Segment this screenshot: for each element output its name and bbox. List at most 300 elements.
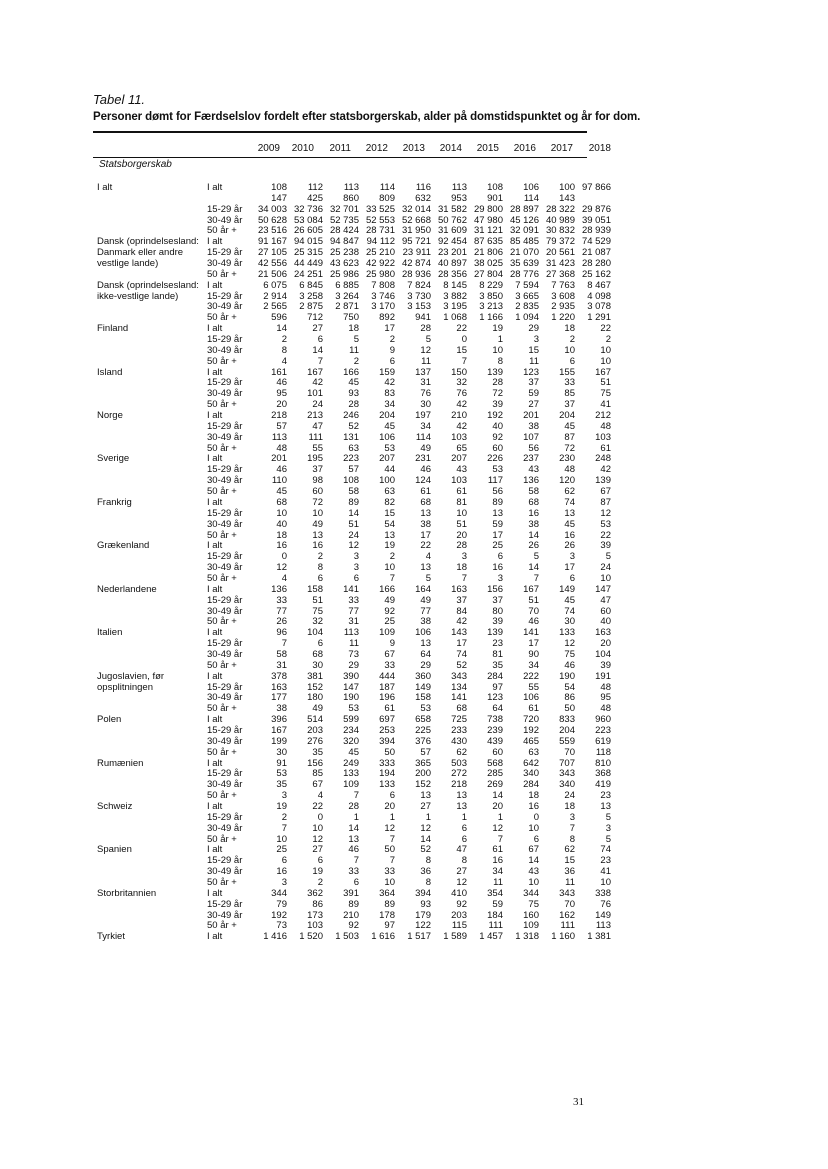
value-cell: 34 003 [257,203,287,215]
value-cell: 62 [456,746,467,758]
value-cell: 6 [461,822,467,834]
value-cell: 24 251 [293,268,323,280]
country-cell [97,422,207,433]
value-cell: 42 [384,377,395,389]
value-cell: 190 [559,670,575,682]
value-cell: 17 [492,529,503,541]
value-cell: 67 [600,486,611,498]
value-cell: 133 [343,768,359,780]
value-cell: 15 [528,344,539,356]
value-cell: 26 [564,540,575,552]
age-group-cell: 30-49 år [207,518,243,530]
value-cell: 77 [276,605,287,617]
value-cell: 47 [600,594,611,606]
value-cell: 114 [379,182,395,193]
value-cell: 394 [379,735,395,747]
value-cell: 37 [528,377,539,389]
value-cell: 13 [420,638,431,650]
value-cell: 106 [523,182,539,193]
value-cell: 86 [312,898,323,910]
value-cell: 725 [451,714,467,726]
value-cell: 45 [564,420,575,432]
value-cell: 74 529 [581,236,611,248]
country-cell: Polen [97,714,122,726]
value-cell: 6 [389,790,395,802]
value-cell: 1 [497,334,503,346]
value-cell: 738 [487,714,503,726]
value-cell: 503 [451,757,467,769]
value-cell: 57 [348,464,359,476]
value-cell: 178 [379,909,395,921]
value-cell: 3 170 [371,301,395,313]
value-cell: 33 [276,594,287,606]
value-cell: 6 [317,855,323,867]
year-header: 2011 [329,143,351,154]
value-cell: 16 [276,540,287,552]
value-cell: 111 [308,431,323,443]
value-cell: 1 [389,811,395,823]
value-cell: 108 [343,475,359,487]
value-cell: 92 454 [437,236,467,248]
value-cell: 234 [343,724,359,736]
value-cell: 111 [488,920,503,932]
age-group-cell: I alt [207,410,223,422]
value-cell: 7 594 [515,279,539,291]
value-cell: 8 [281,344,287,356]
age-group-cell: I alt [207,931,223,943]
value-cell: 120 [559,475,575,487]
value-cell: 61 [600,442,611,454]
value-cell: 133 [379,779,395,791]
year-header: 2018 [588,143,611,154]
value-cell: 212 [595,410,611,422]
value-cell: 104 [595,648,611,660]
value-cell: 3 665 [515,290,539,302]
value-cell: 5 [605,551,611,563]
value-cell: 29 [348,659,359,671]
value-cell: 396 [271,714,287,726]
value-cell: 31 [348,616,359,628]
value-cell: 6 [353,572,359,584]
value-cell: 223 [343,453,359,465]
value-cell: 1 160 [551,931,575,943]
value-cell: 38 [528,420,539,432]
value-cell: 72 [564,442,575,454]
value-cell: 10 [384,877,395,888]
value-cell: 231 [415,453,431,465]
value-cell: 272 [451,768,467,780]
country-cell: vestlige lande) [97,258,159,270]
value-cell: 6 [281,855,287,867]
value-cell: 23 [600,855,611,867]
value-cell: 158 [307,583,323,595]
value-cell: 75 [312,605,323,617]
country-cell: Storbritannien [97,887,157,899]
value-cell: 7 [353,790,359,802]
value-cell: 3 [353,562,359,574]
value-cell: 29 876 [581,203,611,215]
value-cell: 63 [348,442,359,454]
value-cell: 3 153 [407,301,431,313]
value-cell: 13 [456,790,467,802]
value-cell: 109 [523,920,539,932]
value-cell: 10 [312,507,323,519]
value-cell: 94 847 [329,236,359,248]
country-cell: Rumænien [97,757,144,769]
value-cell: 204 [379,410,395,422]
value-cell: 53 [492,464,503,476]
value-cell: 167 [307,366,323,378]
value-cell: 6 [461,833,467,845]
value-cell: 23 201 [437,247,467,259]
value-cell: 1 291 [587,312,611,324]
value-cell: 49 [420,594,431,606]
value-cell: 160 [523,909,539,921]
value-cell: 210 [343,909,359,921]
value-cell: 25 986 [329,268,359,280]
value-cell: 7 [281,638,287,650]
country-cell [97,748,207,759]
value-cell: 6 [569,572,575,584]
value-cell: 222 [523,670,539,682]
value-cell: 25 [492,540,503,552]
value-cell: 61 [456,486,467,498]
value-cell: 53 [384,442,395,454]
age-group-cell: I alt [207,583,223,595]
value-cell: 390 [343,670,359,682]
value-cell: 12 [348,540,359,552]
value-cell: 8 [569,833,575,845]
value-cell: 12 [456,877,467,888]
value-cell: 720 [523,714,539,726]
age-group-cell: 30-49 år [207,692,243,704]
value-cell: 1 520 [299,931,323,943]
value-cell: 419 [595,779,611,791]
value-cell: 67 [312,779,323,791]
age-group-cell: I alt [207,182,223,193]
country-cell [97,216,207,227]
value-cell: 96 [276,627,287,639]
value-cell: 37 [312,464,323,476]
value-cell: 75 [600,388,611,400]
value-cell: 60 [312,486,323,498]
value-cell: 233 [451,724,467,736]
value-cell: 0 [461,334,467,346]
age-group-cell: 30-49 år [207,431,243,443]
value-cell: 46 [348,844,359,856]
value-cell: 2 565 [263,301,287,313]
value-cell: 343 [559,887,575,899]
value-cell: 11 [565,877,575,888]
country-cell: Tyrkiet [97,931,125,943]
value-cell: 22 [420,540,431,552]
value-cell: 13 [456,800,467,812]
value-cell: 28 [348,399,359,411]
value-cell: 23 [492,638,503,650]
value-cell: 12 [276,562,287,574]
value-cell: 54 [564,681,575,693]
value-cell: 207 [379,453,395,465]
value-cell: 48 [564,464,575,476]
value-cell: 95 [276,388,287,400]
age-group-cell: 50 år + [207,920,237,932]
age-group-cell: 15-29 år [207,594,243,606]
value-cell: 55 [528,681,539,693]
year-header: 2009 [257,143,280,154]
value-cell: 79 [276,898,287,910]
value-cell: 28 322 [545,203,575,215]
value-cell: 20 [384,800,395,812]
value-cell: 65 [456,442,467,454]
value-cell: 192 [271,909,287,921]
value-cell: 201 [271,453,287,465]
table-title: Personer dømt for Færdselslov fordelt efter statsborgerskab, alder på domstidspunktet og år for dom. [93,111,641,123]
value-cell: 30 [564,616,575,628]
table-row [97,357,611,368]
country-cell: I alt [97,182,113,193]
value-cell: 439 [487,735,503,747]
value-cell: 237 [523,453,539,465]
value-cell: 50 [384,844,395,856]
value-cell: 7 [569,822,575,834]
value-cell: 340 [559,779,575,791]
year-header: 2010 [291,143,314,154]
value-cell: 3 [605,822,611,834]
value-cell: 7 763 [551,279,575,291]
value-cell: 5 [533,551,539,563]
value-cell: 8 [425,855,431,867]
value-cell: 147 [343,681,359,693]
value-cell: 76 [600,898,611,910]
age-group-cell: 15-29 år [207,768,243,780]
value-cell: 10 [384,562,395,574]
value-cell: 26 [276,616,287,628]
value-cell: 3 608 [551,290,575,302]
value-cell: 15 [456,344,467,356]
value-cell: 28 [492,377,503,389]
value-cell: 123 [523,366,539,378]
value-cell: 196 [379,692,395,704]
value-cell: 68 [456,703,467,715]
country-cell [97,607,207,618]
value-cell: 9 [389,344,395,356]
page-number: 31 [573,1096,584,1108]
value-cell: 81 [492,648,503,660]
value-cell: 111 [560,920,575,932]
value-cell: 7 [281,822,287,834]
age-group-cell: 50 år + [207,877,237,888]
value-cell: 13 [384,529,395,541]
year-header: 2014 [439,143,462,154]
value-cell: 73 [348,648,359,660]
value-cell: 31 950 [401,225,431,237]
value-cell: 109 [343,779,359,791]
value-cell: 3 [461,551,467,563]
value-cell: 38 [420,616,431,628]
age-group-cell: 30-49 år [207,214,243,226]
value-cell: 100 [379,475,395,487]
value-cell: 103 [595,431,611,443]
value-cell: 2 [317,551,323,563]
value-cell: 192 [523,724,539,736]
value-cell: 18 [564,800,575,812]
value-cell: 16 [492,855,503,867]
value-cell: 68 [276,496,287,508]
value-cell: 62 [564,486,575,498]
value-cell: 17 [528,638,539,650]
value-cell: 158 [415,692,431,704]
value-cell: 1 589 [443,931,467,943]
value-cell: 40 989 [545,214,575,226]
country-cell: Nederlandene [97,583,157,595]
value-cell: 6 [317,572,323,584]
value-cell: 43 623 [329,258,359,270]
value-cell: 632 [415,192,431,204]
value-cell: 17 [456,638,467,650]
value-cell: 6 885 [335,279,359,291]
country-cell [97,867,207,878]
value-cell: 80 [492,605,503,617]
value-cell: 32 701 [329,203,359,215]
value-cell: 72 [492,388,503,400]
value-cell: 1 381 [587,931,611,943]
value-cell: 218 [271,410,287,422]
value-cell: 29 [420,659,431,671]
value-cell: 24 [348,529,359,541]
value-cell: 52 735 [329,214,359,226]
value-cell: 2 [353,355,359,367]
value-cell: 16 [528,800,539,812]
value-cell: 31 [420,377,431,389]
value-cell: 39 [492,399,503,411]
value-cell: 12 [492,822,503,834]
value-cell: 84 [456,605,467,617]
value-cell: 59 [492,518,503,530]
value-cell: 3 195 [443,301,467,313]
header-bottom-rule [93,157,587,158]
value-cell: 12 [564,638,575,650]
age-group-cell: I alt [207,800,223,812]
value-cell: 112 [307,182,323,193]
value-cell: 52 668 [401,214,431,226]
value-cell: 21 506 [257,268,287,280]
value-cell: 64 [420,648,431,660]
value-cell: 4 [317,790,323,802]
value-cell: 27 [312,323,323,335]
value-cell: 31 121 [473,225,503,237]
value-cell: 83 [384,388,395,400]
value-cell: 74 [600,844,611,856]
value-cell: 7 [389,855,395,867]
value-cell: 14 [528,562,539,574]
value-cell: 1 318 [515,931,539,943]
value-cell: 31 423 [545,258,575,270]
value-cell: 139 [487,366,503,378]
value-cell: 25 980 [365,268,395,280]
value-cell: 28 424 [329,225,359,237]
age-group-cell: 50 år + [207,486,237,498]
value-cell: 27 368 [545,268,575,280]
value-cell: 76 [420,388,431,400]
value-cell: 568 [487,757,503,769]
value-cell: 3 [569,811,575,823]
value-cell: 46 [276,377,287,389]
value-cell: 13 [312,529,323,541]
value-cell: 658 [415,714,431,726]
value-cell: 45 [384,420,395,432]
value-cell: 200 [415,768,431,780]
age-group-cell: 30-49 år [207,779,243,791]
value-cell: 15 [384,507,395,519]
value-cell: 2 914 [263,290,287,302]
country-cell [97,824,207,835]
value-cell: 16 [528,507,539,519]
value-cell: 360 [415,670,431,682]
value-cell: 2 [281,811,287,823]
country-cell [97,813,207,824]
value-cell: 192 [487,410,503,422]
value-cell: 7 [461,355,467,367]
value-cell: 62 [564,844,575,856]
value-cell: 444 [379,670,395,682]
value-cell: 3 213 [479,301,503,313]
value-cell: 42 922 [365,258,395,270]
value-cell: 7 [317,355,323,367]
value-cell: 136 [271,583,287,595]
value-cell: 21 070 [509,247,539,259]
value-cell: 63 [528,746,539,758]
value-cell: 2 [569,334,575,346]
value-cell: 26 [528,540,539,552]
country-cell [97,476,207,487]
value-cell: 94 015 [293,236,323,248]
value-cell: 28 [456,540,467,552]
value-cell: 203 [451,909,467,921]
age-group-cell: I alt [207,540,223,552]
country-cell: Danmark eller andre [97,247,184,259]
value-cell: 29 [528,323,539,335]
table-row [97,520,611,531]
value-cell: 5 [605,833,611,845]
age-group-cell: 30-49 år [207,648,243,660]
value-cell: 10 [528,877,539,888]
age-group-cell: I alt [207,627,223,639]
country-cell: Grækenland [97,540,150,552]
value-cell: 167 [595,366,611,378]
value-cell: 51 [600,377,611,389]
value-cell: 167 [523,583,539,595]
value-cell: 61 [528,703,539,715]
value-cell: 68 [420,496,431,508]
value-cell: 2 [389,334,395,346]
data-table-body [97,183,611,943]
header-top-rule [93,131,587,133]
value-cell: 17 [384,323,395,335]
value-cell: 5 [605,811,611,823]
value-cell: 134 [451,681,467,693]
value-cell: 108 [271,182,287,193]
value-cell: 0 [281,551,287,563]
value-cell: 113 [271,431,287,443]
value-cell: 11 [421,355,431,367]
table-row [97,900,611,911]
value-cell: 44 [384,464,395,476]
value-cell: 425 [307,192,323,204]
value-cell: 57 [420,746,431,758]
value-cell: 10 [492,344,503,356]
value-cell: 124 [415,475,431,487]
country-cell [97,433,207,444]
